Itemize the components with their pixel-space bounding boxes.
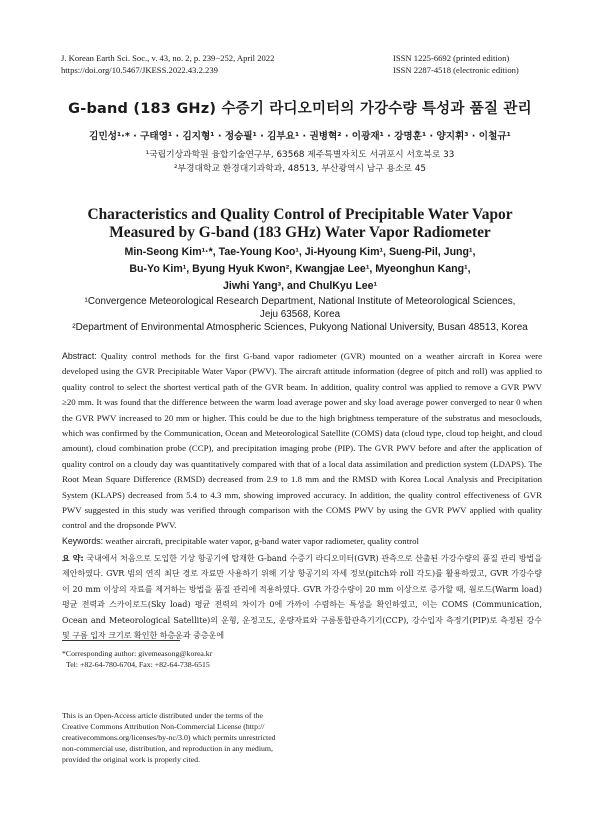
english-authors-line-3: Jiwhi Yang³, and ChulKyu Lee¹: [222, 280, 378, 292]
page-header: [61, 52, 541, 76]
english-affiliation-1b: Jeju 63568, Korea: [259, 309, 341, 320]
english-title-line-1: Characteristics and Quality Control of Precipitable Water Vapor: [87, 206, 513, 223]
open-access-line-3: creativecommons.org/licenses/by-nc/3.0) which permits unrestricted: [62, 733, 276, 742]
english-authors: [0, 244, 600, 295]
open-access-line-4: non-commercial use, distribution, and reproduction in any medium,: [62, 744, 273, 753]
contact-phone-fax: Tel: +82-64-780-6704, Fax: +82-64-738-6515: [66, 660, 210, 669]
korean-affiliations: [0, 148, 600, 176]
keywords-label: Keywords:: [62, 536, 104, 546]
footnote-divider: [62, 640, 180, 641]
english-title: [0, 206, 600, 242]
korean-affiliation-2: ²부경대학교 환경대기과학과, 48513, 부산광역시 남구 용소로 45: [173, 164, 427, 174]
english-authors-line-2: Bu-Yo Kim¹, Byung Hyuk Kwon², Kwangjae Lee¹, Myeonghun Kang¹,: [129, 263, 471, 275]
corresponding-author-note: [62, 648, 292, 670]
open-access-line-1: This is an Open-Access article distributed under the terms of the: [62, 711, 263, 720]
issn-electronic: ISSN 2287-4518 (electronic edition): [393, 65, 519, 75]
korean-abstract-text: 국내에서 처음으로 도입한 기상 항공기에 탑재한 G-band 수증기 라디오미터(GVR) 관측으로 산출된 가강수량의 품질 관리 방법을 제안하였다. GVR 빔의 연직 최단 경로 자료만 사용하기 위해 기상 항공기의 자세 정보(pitch와 roll 각도)를 활용하였고, GVR 가강수량이 20 mm 이상의 자료를 제거하는 방법을 품질 관리에 적용하였다. GVR 가강수량이 20 mm 이상으로 증가할 때, 웜로드(Warm load) 평균 전력과 스카이로드(Sky load) 평균 전력의 차이가 0에 가까이 수렴하는 특성을 확인하였고, 이는 COMS (Communication, Ocean and Meteorological Satellite)의 운형, 운정고도, 운량자료와 구름통합관측기기(CCP), 강수입자 측정기(PIP)로 측정된 강수 및 구름 입자 크기로 확인한 하층운과 중층운에: [62, 554, 543, 641]
issn-print: ISSN 1225-6692 (printed edition): [393, 53, 510, 63]
keywords: [62, 534, 542, 549]
open-access-line-2: Creative Commons Attribution Non-Commercial License (http://: [62, 722, 265, 731]
journal-citation: J. Korean Earth Sci. Soc., v. 43, no. 2, p. 239−252, April 2022: [61, 53, 275, 63]
korean-abstract-label: 요 약:: [62, 554, 84, 563]
keywords-text: weather aircraft, precipitable water vapor, g-band water vapor radiometer, quality control: [105, 536, 419, 546]
abstract-label: Abstract:: [62, 351, 97, 361]
doi-link[interactable]: https://doi.org/10.5467/JKESS.2022.43.2.239: [61, 65, 218, 75]
english-title-line-2: Measured by G-band (183 GHz) Water Vapor Radiometer: [109, 224, 491, 241]
korean-abstract: [62, 551, 542, 643]
open-access-note: [62, 710, 292, 765]
english-affiliation-2: ²Department of Environmental Atmospheric Sciences, Pukyong National University, Busan 48513, Korea: [72, 322, 528, 333]
english-affiliations: [40, 295, 560, 334]
korean-affiliation-1: ¹국립기상과학원 융합기술연구부, 63568 제주특별자치도 서귀포시 서호북로 33: [145, 150, 455, 160]
english-authors-line-1: Min-Seong Kim¹·*, Tae-Young Koo¹, Ji-Hyoung Kim¹, Sueng-Pil, Jung¹,: [124, 246, 476, 258]
korean-title: G-band (183 GHz) 수증기 라디오미터의 가강수량 특성과 품질 관리: [68, 101, 532, 117]
english-affiliation-1a: ¹Convergence Meteorological Research Department, National Institute of Meteorological Sciences,: [84, 296, 516, 307]
corresponding-author-email: *Corresponding author: givemeasong@korea.kr: [62, 649, 213, 658]
abstract-text: Quality control methods for the first G-band vapor radiometer (GVR) mounted on a weather aircraft in Korea were developed using the GVR Precipitable Water Vapor (PWV). The aircraft attitude information (degree of pitch and roll) was applied to quality control to select the shortest vertical path of the GVR beam. In addition, quality control was applied to remove a GVR PWV ≥20 mm. It was found that the difference between the warm load average power and sky load average power converged to near 0 when the GVR PWV increased to 20 mm or higher. This could be due to the high brightness temperature of the substratus and mesoclouds, which was confirmed by the Communication, Ocean and Meteorological Satellite (COMS) data (cloud type, cloud top height, and cloud amount), cloud combination probe (CCP), and precipitation imaging probe (PIP). The GVR PWV before and after the application of quality control on a cloudy day was quantitatively compared with that of a local data assimilation and prediction system (LDAPS). The Root Mean Square Difference (RMSD) decreased from 2.9 to 1.8 mm and the RMSD with Korea Local Analysis and Precipitation System (KLAPS) decreased from 5.4 to 4.3 mm, showing improved accuracy. In addition, the quality control effectiveness of GVR PWV suggested in this study was verified through comparison with the COMS PWV by using the GVR PWV applied with quality control and the dropsonde PWV.: [62, 351, 542, 531]
abstract: [62, 349, 542, 534]
korean-authors: 김민성¹·* · 구태영¹ · 김지형¹ · 정승필¹ · 김부요¹ · 권병혁² · 이광재¹ · 강명훈¹ · 양지휘³ · 이철규¹: [89, 131, 511, 142]
open-access-line-5: provided the original work is properly cited.: [62, 755, 200, 764]
